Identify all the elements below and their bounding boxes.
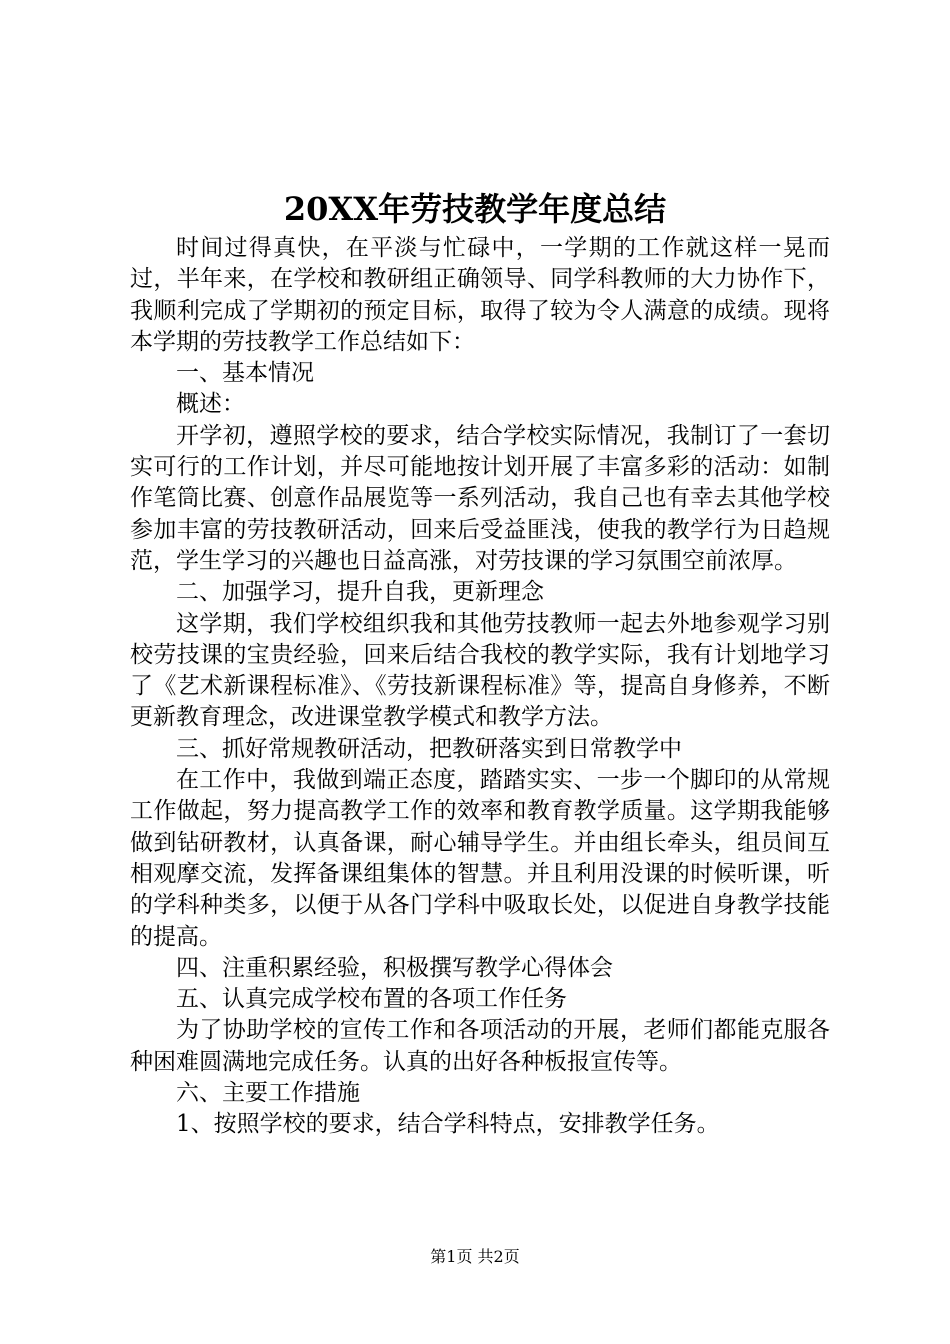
document-title: 20XX年劳技教学年度总结 xyxy=(283,190,667,228)
paragraph-section-2-body: 这学期，我们学校组织我和其他劳技教师一起去外地参观学习别校劳技课的宝贵经验，回来后结合我校的教学实际，我有计划地学习了《艺术新课程标准》、《劳技新课程标准》等，提高自身修养，不断更新教育理念，改进课堂教学模式和教学方法。 xyxy=(130,610,830,731)
paragraph-section-5-body: 为了协助学校的宣传工作和各项活动的开展，老师们都能克服各种困难圆满地完成任务。认真的出好各种板报宣传等。 xyxy=(130,1017,830,1075)
page-number-footer: 第1页 共2页 xyxy=(430,1247,520,1266)
heading-section-4: 四、注重积累经验，积极撰写教学心得体会 xyxy=(176,954,613,981)
document-body xyxy=(130,233,830,1141)
heading-section-2: 二、加强学习，提升自我，更新理念 xyxy=(176,579,544,606)
heading-section-3: 三、抓好常规教研活动，把教研落实到日常教学中 xyxy=(176,735,682,762)
paragraph-section-6-item-1: 1、按照学校的要求，结合学科特点，安排教学任务。 xyxy=(176,1111,720,1138)
paragraph-overview-label: 概述： xyxy=(176,391,245,418)
paragraph-section-1-body: 开学初，遵照学校的要求，结合学校实际情况，我制订了一套切实可行的工作计划，并尽可能地按计划开展了丰富多彩的活动：如制作笔筒比赛、创意作品展览等一系列活动，我自己也有幸去其他学校参加丰富的劳技教研活动，回来后受益匪浅，使我的教学行为日趋规范，学生学习的兴趣也日益高涨，对劳技课的学习氛围空前浓厚。 xyxy=(130,422,830,574)
heading-section-1: 一、基本情况 xyxy=(176,360,314,387)
heading-section-6: 六、主要工作措施 xyxy=(176,1080,360,1107)
paragraph-section-3-body: 在工作中，我做到端正态度，踏踏实实、一步一个脚印的从常规工作做起，努力提高教学工作的效率和教育教学质量。这学期我能够做到钻研教材，认真备课，耐心辅导学生。并由组长牵头，组员间互相观摩交流，发挥备课组集体的智慧。并且利用没课的时候听课，听的学科种类多，以便于从各门学科中吸取长处，以促进自身教学技能的提高。 xyxy=(130,767,830,950)
paragraph-intro: 时间过得真快，在平淡与忙碌中，一学期的工作就这样一晃而过，半年来，在学校和教研组正确领导、同学科教师的大力协作下，我顺利完成了学期初的预定目标，取得了较为令人满意的成绩。现将本学期的劳技教学工作总结如下： xyxy=(130,235,830,355)
heading-section-5: 五、认真完成学校布置的各项工作任务 xyxy=(176,986,567,1013)
